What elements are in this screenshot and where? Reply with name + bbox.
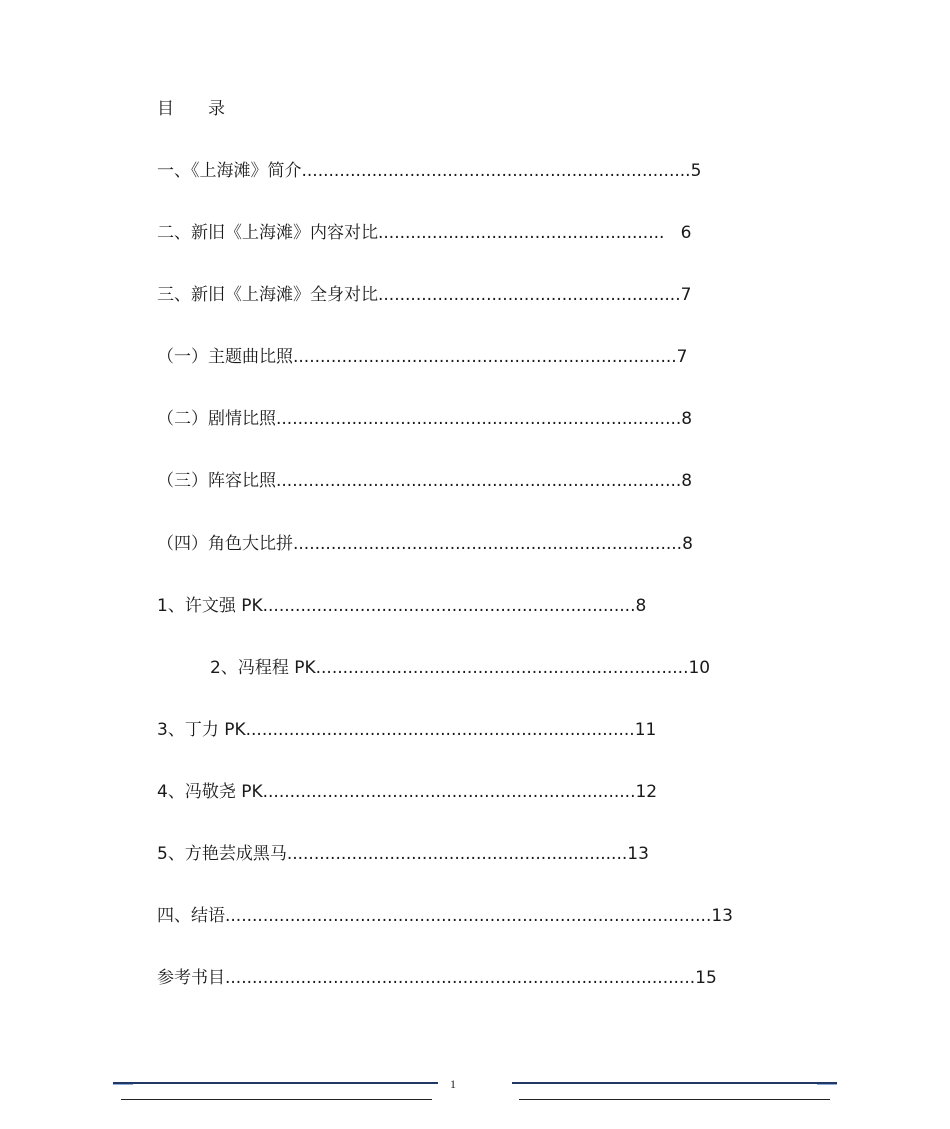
toc-entry-3-4-4[interactable]: 4、冯敬尧 PK.....................................................................12	[157, 782, 658, 802]
toc-entry-3-1[interactable]: （一）主题曲比照.......................................................................7	[157, 347, 688, 367]
toc-entry-3-4-5[interactable]: 5、方艳芸成黑马...............................................................13	[157, 844, 649, 864]
toc-entry-3[interactable]: 三、新旧《上海滩》全身对比........................................................7	[157, 285, 692, 305]
page-number: 1	[450, 1077, 456, 1091]
toc-title: 目 录	[157, 99, 225, 119]
footer-rule-right-top	[512, 1082, 837, 1084]
toc-entry-3-4[interactable]: （四）角色大比拼........................................................................8	[157, 534, 693, 554]
footer-rule-right-bottom	[519, 1099, 830, 1100]
footer-rule-left-bottom	[121, 1099, 432, 1100]
toc-entry-references[interactable]: 参考书目.......................................................................................15	[157, 968, 717, 988]
footer-rule-left-fade	[113, 1084, 133, 1085]
toc-entry-3-2[interactable]: （二）剧情比照...........................................................................8	[157, 409, 693, 429]
toc-entry-2[interactable]: 二、新旧《上海滩》内容对比..................................................... 6	[157, 223, 692, 243]
toc-entry-3-4-3[interactable]: 3、丁力 PK........................................................................11	[157, 720, 657, 740]
toc-entry-1[interactable]: 一、《上海滩》简介........................................................................5	[157, 161, 702, 181]
toc-entry-3-4-2[interactable]: 2、冯程程 PK.....................................................................10	[210, 658, 711, 678]
footer-rule-left-top	[113, 1082, 438, 1084]
toc-entry-3-3[interactable]: （三）阵容比照...........................................................................8	[157, 471, 693, 491]
toc-entry-3-4-1[interactable]: 1、许文强 PK.....................................................................8	[157, 596, 647, 616]
toc-entry-4[interactable]: 四、结语..........................................................................................13	[157, 906, 733, 926]
footer-rule-right-fade	[817, 1084, 837, 1085]
